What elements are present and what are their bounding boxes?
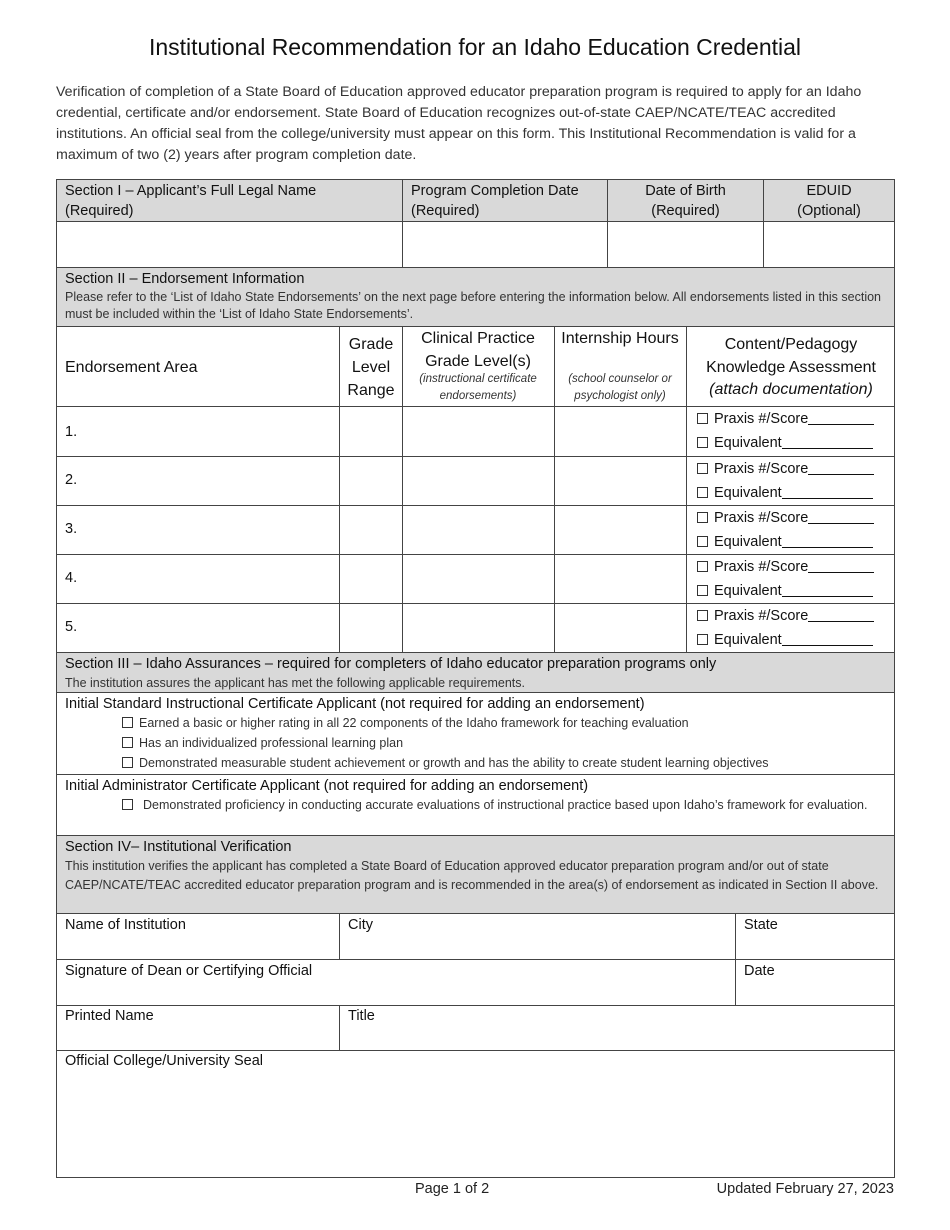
assurance-item-text: Demonstrated measurable student achievement or growth and has the ability to create student learning objectives (139, 756, 769, 770)
equivalent-label: Equivalent (714, 485, 782, 501)
checkbox-icon (697, 585, 708, 596)
row-number: 1. (65, 424, 78, 440)
section1-eduid-header-b: (Optional) (797, 203, 861, 219)
internship-hours-header: Internship Hours (561, 330, 679, 347)
clinical-practice-header: Clinical Practice Grade Level(s) (421, 330, 535, 370)
praxis-label: Praxis #/Score (714, 510, 809, 526)
equivalent-label: Equivalent (714, 632, 782, 648)
section4-note: This institution verifies the applicant has completed a State Board of Education approved educator preparation program and/or out of state CAEP/NCATE/TEAC accredited educator preparation program and is recommended in the area(s) of endorsement as indicated in Section II above. (65, 859, 879, 892)
checkbox-icon (697, 536, 708, 547)
institution-name-field[interactable] (57, 914, 339, 959)
page-title: Institutional Recommendation for an Idaho Education Credential (148, 34, 802, 60)
equivalent-option[interactable] (697, 532, 873, 552)
equivalent-option[interactable] (697, 630, 873, 650)
checkbox-icon (697, 512, 708, 523)
praxis-label: Praxis #/Score (714, 461, 809, 477)
endorsement-row (57, 506, 894, 554)
praxis-label: Praxis #/Score (714, 411, 809, 427)
checkbox-icon (122, 799, 133, 810)
applicant-name-field[interactable] (57, 222, 402, 267)
praxis-score-line[interactable] (808, 608, 874, 622)
checkbox-icon (697, 437, 708, 448)
row-number: 4. (65, 570, 78, 586)
title-label: Title (348, 1008, 375, 1024)
equivalent-line[interactable] (782, 583, 873, 597)
institution-name-label: Name of Institution (65, 917, 186, 933)
state-label: State (744, 917, 778, 933)
equivalent-line[interactable] (782, 485, 873, 499)
endorsement-row (57, 407, 894, 456)
equivalent-option[interactable] (697, 433, 873, 453)
praxis-score-line[interactable] (808, 461, 874, 475)
divider (57, 692, 894, 693)
section1-dob-header-a: Date of Birth (645, 183, 726, 199)
assurance-item[interactable] (122, 797, 903, 814)
checkbox-icon (697, 487, 708, 498)
equivalent-label: Equivalent (714, 534, 782, 550)
state-field[interactable] (736, 914, 894, 959)
endorsement-row (57, 555, 894, 603)
assurance-item[interactable] (122, 755, 892, 772)
clinical-practice-note: (instructional certificate endorsements) (419, 373, 537, 402)
section3-title: Section III – Idaho Assurances – required for completers of Idaho educator preparation programs only (65, 656, 717, 672)
equivalent-option[interactable] (697, 581, 873, 601)
section4-title: Section IV– Institutional Verification (65, 839, 292, 855)
checkbox-icon (697, 610, 708, 621)
checkbox-icon (697, 463, 708, 474)
checkbox-icon (122, 737, 133, 748)
printed-name-field[interactable] (57, 1006, 339, 1050)
internship-hours-note: (school counselor or psychologist only) (568, 373, 672, 402)
equivalent-line[interactable] (782, 534, 873, 548)
updated-date: Updated February 27, 2023 (716, 1181, 894, 1197)
equivalent-line[interactable] (782, 632, 873, 646)
assurance-item[interactable] (122, 735, 882, 752)
praxis-score-line[interactable] (808, 559, 874, 573)
administrator-certificate-heading: Initial Administrator Certificate Applicant (not required for adding an endorsement) (65, 778, 589, 794)
praxis-label: Praxis #/Score (714, 608, 809, 624)
divider (57, 774, 894, 775)
praxis-option[interactable] (697, 459, 874, 479)
dob-field[interactable] (608, 222, 763, 267)
equivalent-line[interactable] (782, 435, 873, 449)
equivalent-label: Equivalent (714, 435, 782, 451)
date-label: Date (744, 963, 775, 979)
grade-level-range-header: Grade Level Range (347, 336, 395, 399)
checkbox-icon (697, 561, 708, 572)
checkbox-icon (697, 634, 708, 645)
checkbox-icon (697, 413, 708, 424)
seal-area[interactable] (57, 1051, 894, 1177)
printed-name-label: Printed Name (65, 1008, 154, 1024)
divider (339, 1006, 340, 1050)
signature-label: Signature of Dean or Certifying Official (65, 963, 313, 979)
completion-date-field[interactable] (403, 222, 607, 267)
section1-completion-header: Program Completion Date (Required) (411, 183, 579, 219)
endorsement-area-header: Endorsement Area (65, 359, 198, 376)
praxis-score-line[interactable] (808, 510, 874, 524)
equivalent-option[interactable] (697, 483, 873, 503)
endorsement-row (57, 457, 894, 505)
praxis-option[interactable] (697, 508, 874, 528)
section2-note: Please refer to the ‘List of Idaho State Endorsements’ on the next page before entering the information below. All endorsements listed in this section must be included within the ‘List of Idaho State Endorsements’. (65, 290, 881, 321)
city-field[interactable] (340, 914, 735, 959)
page-number: Page 1 of 2 (415, 1181, 490, 1197)
praxis-option[interactable] (697, 557, 874, 577)
content-assessment-header: Content/Pedagogy Knowledge Assessment (706, 336, 876, 376)
divider (339, 914, 340, 959)
equivalent-label: Equivalent (714, 583, 782, 599)
assurance-item-text: Demonstrated proficiency in conducting accurate evaluations of instructional practice based upon Idaho’s framework for evaluation. (143, 798, 868, 812)
eduid-field[interactable] (764, 222, 894, 267)
section1-eduid-header-a: EDUID (806, 183, 852, 199)
assurance-item-text: Has an individualized professional learning plan (139, 736, 404, 750)
title-field[interactable] (340, 1006, 894, 1050)
endorsement-row (57, 604, 894, 652)
praxis-score-line[interactable] (808, 411, 874, 425)
date-field[interactable] (736, 960, 894, 1005)
praxis-option[interactable] (697, 606, 874, 626)
row-number: 2. (65, 472, 78, 488)
content-assessment-note: (attach documentation) (709, 381, 873, 398)
intro-paragraph: Verification of completion of a State Board of Education approved educator preparation program is required to apply for an Idaho credential, certificate and/or endorsement. State Board of Education recognizes out-of-state CAEP/NCATE/TEAC accredited institutions. An official seal from the college/university must appear on this form. This Institutional Recommendation is valid for a maximum of two (2) years after program completion date. (56, 84, 862, 163)
assurance-item-text: Earned a basic or higher rating in all 22 components of the Idaho framework for teaching evaluation (139, 716, 689, 730)
checkbox-icon (122, 757, 133, 768)
section3-note: The institution assures the applicant has met the following applicable requirements. (65, 676, 525, 690)
assurance-item[interactable] (122, 715, 882, 732)
standard-certificate-heading: Initial Standard Instructional Certificate Applicant (not required for adding an endorsement) (65, 696, 645, 712)
seal-label: Official College/University Seal (65, 1053, 263, 1069)
checkbox-icon (122, 717, 133, 728)
section1-dob-header-b: (Required) (651, 203, 720, 219)
signature-field[interactable] (57, 960, 735, 1005)
row-number: 3. (65, 521, 78, 537)
city-label: City (348, 917, 373, 933)
section2-title: Section II – Endorsement Information (65, 271, 305, 287)
praxis-option[interactable] (697, 409, 874, 429)
section1-name-header: Section I – Applicant’s Full Legal Name (Required) (65, 183, 317, 219)
praxis-label: Praxis #/Score (714, 559, 809, 575)
row-number: 5. (65, 619, 78, 635)
